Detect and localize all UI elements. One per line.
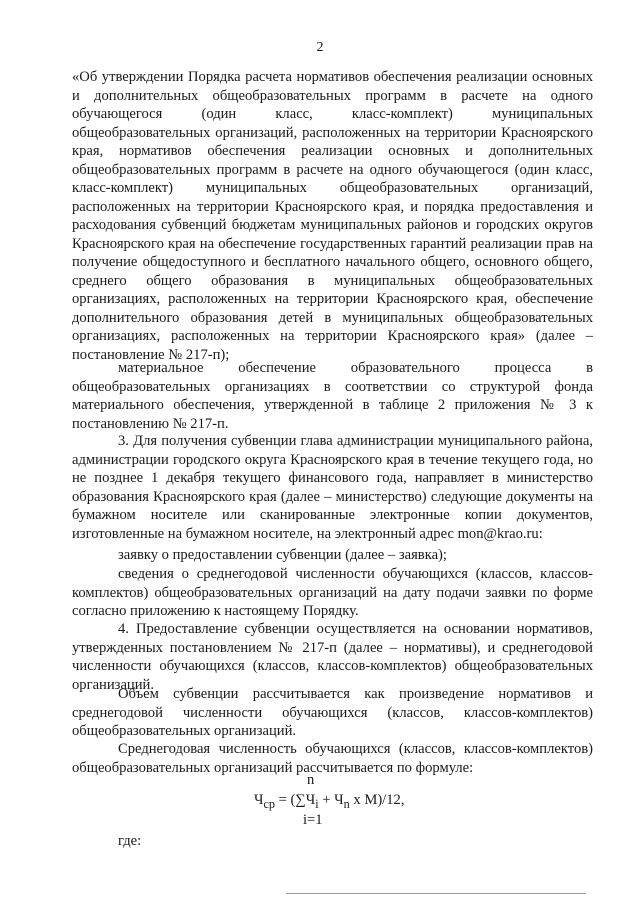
page-number: 2 bbox=[316, 40, 324, 55]
formula-lhs: Ч bbox=[254, 792, 264, 808]
sum-lower-limit: i=1 bbox=[303, 812, 323, 828]
formula-term1-subscript: i bbox=[315, 796, 319, 811]
where-label: где: bbox=[118, 833, 142, 849]
paragraph-subvention-volume: Объем субвенции рассчитывается как произведение нормативов и среднегодовой численности обучающихся (классов, классов-комплектов) общеобразовательных организаций. bbox=[72, 686, 593, 739]
paragraph-clause-4: 4. Предоставление субвенции осуществляется на основании нормативов, утвержденных постановлением № 217-п (далее – нормативы), и среднегодовой численности обучающихся (классов, классов-комплектов) общеобразовательных организаций. bbox=[72, 621, 593, 693]
formula-sum-open: = (∑Ч bbox=[274, 792, 316, 808]
scan-edge-line bbox=[286, 893, 586, 894]
sum-upper-limit: n bbox=[307, 772, 315, 788]
formula-lhs-subscript: ср bbox=[263, 796, 275, 811]
formula-plus: + Ч bbox=[318, 792, 344, 808]
paragraph-decree-title: «Об утверждении Порядка расчета нормативов обеспечения реализации основных и дополнительных общеобразовательных программ в расчете на одного обучающегося (один класс, класс-комплект) муниципальных общеобразовательных организаций, расположенных на территории Красноярского края, нормативов обеспечения реализации основных и дополнительных общеобразовательных программ в расчете на одного обучающегося (один класс, класс-комплект) муниципальных общеобразовательных организаций, расположенных на территории Красноярского края, и порядка предоставления и расходования субвенций бюджетам муниципальных районов и городских округов Красноярского края на обеспечение государственных гарантий реализации прав на получение общедоступного и бесплатного начального общего, основного общего, среднего общего образования в муниципальных общеобразовательных организациях, расположенных на территории Красноярского края, обеспечение дополнительного образования детей в муниципальных общеобразовательных организациях, расположенных на территории Красноярского края» (далее – постановление № 217-п); bbox=[72, 69, 593, 363]
paragraph-average-enrollment: Среднегодовая численность обучающихся (классов, классов-комплектов) общеобразовательных организаций рассчитывается по формуле: bbox=[72, 741, 593, 776]
paragraph-enrollment-info: сведения о среднегодовой численности обучающихся (классов, классов-комплектов) общеобразовательных организаций на дату подачи заявки по форме согласно приложению к настоящему Порядку. bbox=[72, 566, 593, 619]
paragraph-material-support: материальное обеспечение образовательного процесса в общеобразовательных организациях в соответствии со структурой фонда материального обеспечения, утвержденной в таблице 2 приложения № 3 к постановлению № 217-п. bbox=[72, 360, 593, 432]
formula-term2-subscript: n bbox=[343, 796, 350, 811]
paragraph-application: заявку о предоставлении субвенции (далее – заявка); bbox=[118, 547, 447, 563]
formula-expression bbox=[254, 792, 404, 812]
paragraph-clause-3: 3. Для получения субвенции глава администрации муниципального района, администрации городского округа Красноярского края в течение текущего года, но не позднее 1 декабря текущего финансового года, направляет в министерство образования Красноярского края (далее – министерство) следующие документы на бумажном носителе или сканированные электронные копии документов, изготовленные на бумажном носителе, на электронный адрес mon@krao.ru: bbox=[72, 433, 593, 542]
formula-tail: х М)/12, bbox=[349, 792, 405, 808]
